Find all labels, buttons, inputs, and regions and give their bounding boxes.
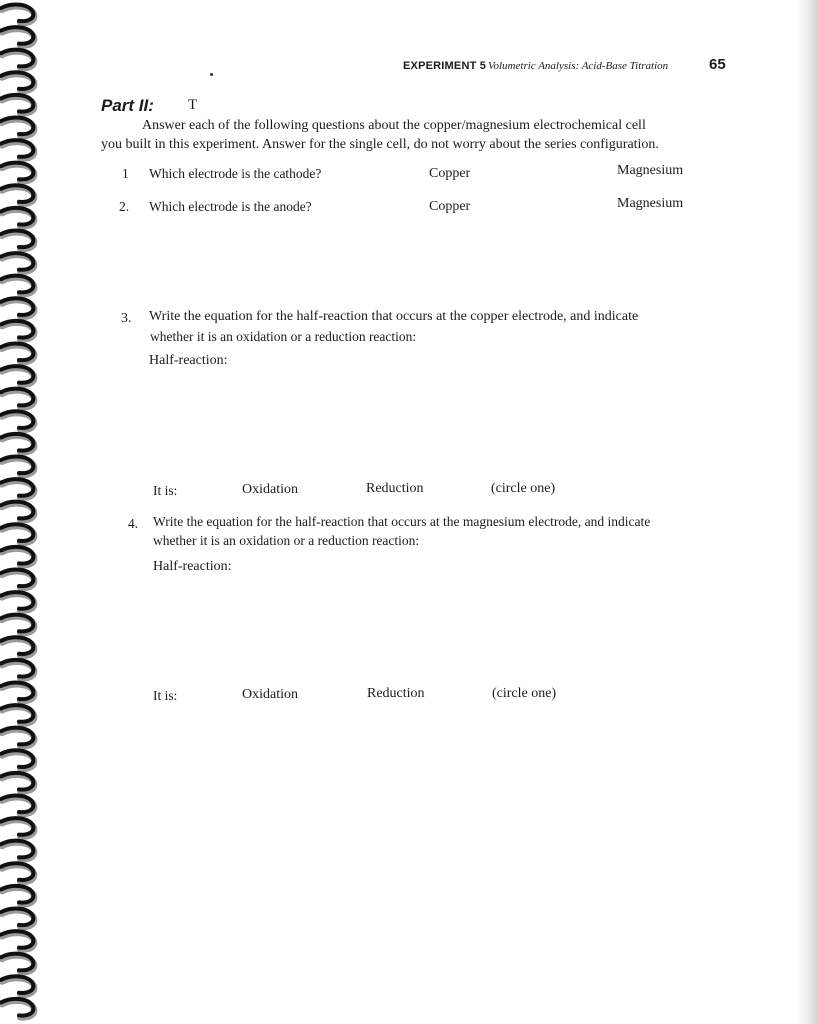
spiral-coil	[1, 185, 34, 204]
spiral-coil	[1, 909, 34, 928]
spiral-coil	[1, 321, 34, 340]
q4-half-reaction-label: Half-reaction:	[153, 559, 232, 574]
spiral-coil	[1, 344, 34, 363]
spiral-coil	[1, 818, 34, 837]
spiral-coil	[1, 434, 34, 453]
spiral-coil	[1, 389, 34, 408]
part-label: Part II:	[101, 96, 154, 115]
spiral-coil	[1, 683, 34, 702]
spiral-coil	[1, 479, 34, 498]
q3-answer-space[interactable]	[150, 374, 710, 470]
spiral-coil	[1, 796, 34, 815]
spiral-coil	[1, 863, 34, 882]
q1-option-magnesium[interactable]: Magnesium	[617, 163, 684, 178]
spiral-coil	[1, 253, 34, 272]
spiral-coil	[1, 841, 34, 860]
spiral-coil	[1, 50, 34, 69]
spiral-coil	[1, 72, 34, 91]
q3-text-line-2: whether it is an oxidation or a reduction reaction:	[150, 329, 417, 344]
spiral-coil	[1, 411, 34, 430]
spiral-binding	[0, 0, 48, 1024]
q3-option-oxidation[interactable]: Oxidation	[242, 482, 298, 497]
q4-circle-instruction: (circle one)	[492, 686, 557, 701]
intro-line-1: Answer each of the following questions about the copper/magnesium electrochemical cell	[142, 118, 646, 133]
spiral-coil	[1, 976, 34, 995]
q3-text-line-1: Write the equation for the half-reaction that occurs at the copper electrode, and indicate	[149, 309, 639, 324]
q1-option-copper[interactable]: Copper	[429, 166, 471, 181]
spiral-coil	[1, 728, 34, 747]
header-title: Volumetric Analysis: Acid-Base Titration	[488, 60, 669, 72]
spiral-coil	[1, 502, 34, 521]
stray-mark	[210, 73, 213, 76]
header-experiment: EXPERIMENT 5	[403, 60, 487, 72]
q4-text-line-1: Write the equation for the half-reaction that occurs at the magnesium electrode, and indicate	[153, 514, 651, 529]
q2-option-magnesium[interactable]: Magnesium	[617, 196, 684, 211]
spiral-coil	[1, 570, 34, 589]
page-number: 65	[709, 56, 726, 73]
q4-text-line-2: whether it is an oxidation or a reduction reaction:	[153, 533, 420, 548]
spiral-coil	[1, 660, 34, 679]
q2-option-copper[interactable]: Copper	[429, 199, 471, 214]
spiral-coil	[1, 27, 34, 46]
spiral-coil	[1, 163, 34, 182]
spiral-coil	[1, 524, 34, 543]
q4-option-oxidation[interactable]: Oxidation	[242, 687, 298, 702]
part-mark: T	[188, 97, 198, 113]
intro-line-2: you built in this experiment. Answer for the single cell, do not worry about the series configuration.	[101, 137, 659, 152]
spiral-coil	[1, 95, 34, 114]
q3-it-is-label: It is:	[153, 483, 178, 498]
q3-circle-instruction: (circle one)	[491, 481, 556, 496]
q3-number: 3.	[121, 311, 132, 326]
spiral-coil	[1, 705, 34, 724]
q2-number: 2.	[119, 199, 130, 214]
spiral-coil	[1, 140, 34, 159]
q2-text: Which electrode is the anode?	[149, 199, 312, 214]
spiral-coil	[1, 954, 34, 973]
spiral-coil	[1, 886, 34, 905]
q1-text: Which electrode is the cathode?	[149, 166, 322, 181]
spiral-coil	[1, 366, 34, 385]
spiral-coil	[1, 750, 34, 769]
spiral-coil	[1, 637, 34, 656]
spiral-coil	[1, 457, 34, 476]
q4-it-is-label: It is:	[153, 688, 178, 703]
spiral-coil	[1, 276, 34, 295]
spiral-coil	[1, 231, 34, 250]
spiral-coil	[1, 931, 34, 950]
spiral-coil	[1, 547, 34, 566]
spiral-coil	[1, 999, 34, 1018]
spiral-coil	[1, 615, 34, 634]
q1-number: 1	[122, 166, 129, 181]
q4-number: 4.	[128, 516, 139, 531]
q3-option-reduction[interactable]: Reduction	[366, 481, 424, 496]
page-edge-shadow	[795, 0, 817, 1024]
q3-half-reaction-label: Half-reaction:	[149, 353, 228, 368]
spiral-coil	[1, 773, 34, 792]
spiral-coil	[1, 118, 34, 137]
spiral-coil	[1, 298, 34, 317]
spiral-coil	[1, 592, 34, 611]
spiral-coil	[1, 208, 34, 227]
spiral-coil	[1, 5, 34, 24]
q4-option-reduction[interactable]: Reduction	[367, 686, 425, 701]
q4-answer-space[interactable]	[152, 580, 712, 680]
